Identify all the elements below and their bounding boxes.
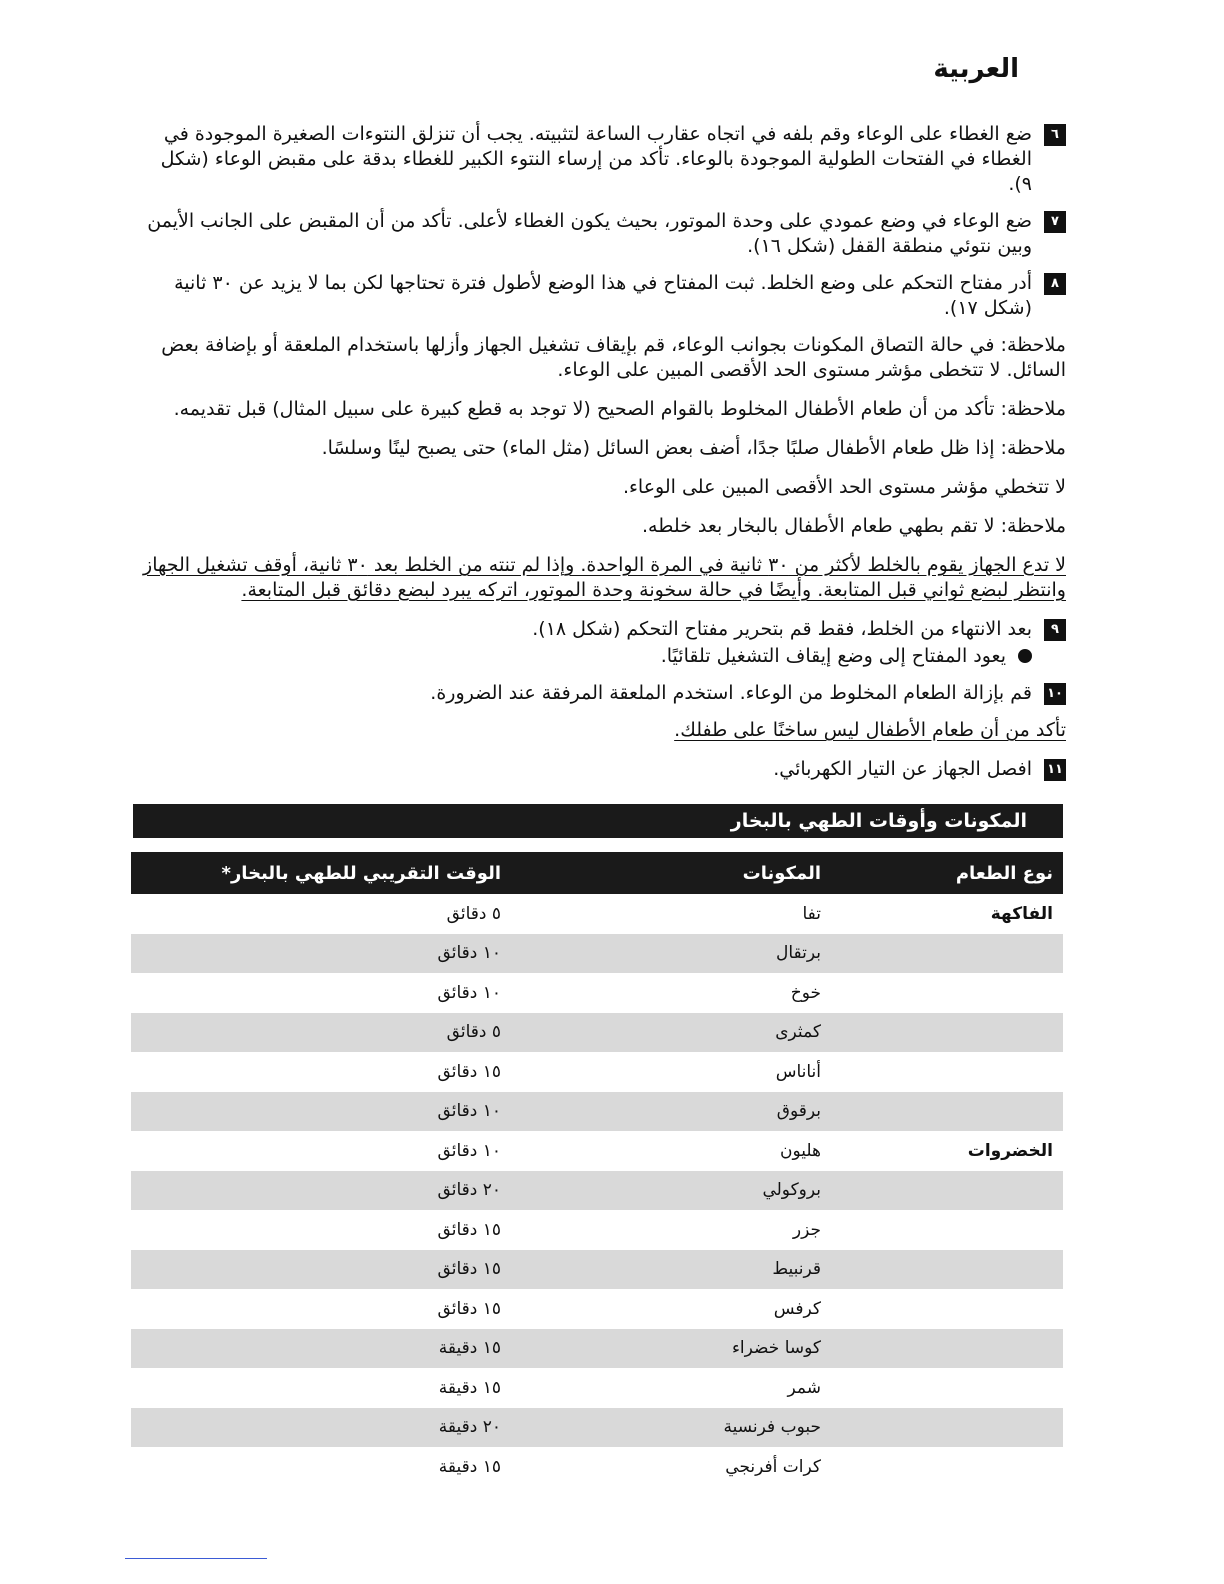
table-row [131,934,1063,974]
table-row [131,1289,1063,1329]
cell-time: ٢٠ دقيقة [438,1417,501,1438]
cell-food-type: الخضروات [967,1140,1053,1161]
step-number: ٩ [1044,619,1066,641]
table-row [131,1092,1063,1132]
cell-ingredient: بروكولي [762,1180,821,1201]
step-7 [134,209,1066,259]
bullet-text: يعود المفتاح إلى وضع إيقاف التشغيل تلقائيًا. [660,645,1006,667]
cell-time: ١٥ دقيقة [438,1338,501,1359]
cell-ingredient: خوخ [790,982,821,1003]
cell-time: ١٠ دقائق [437,1140,501,1161]
step-8 [134,271,1066,321]
note: ملاحظة: تأكد من أن طعام الأطفال المخلوط بالقوام الصحيح (لا توجد به قطع كبيرة على سبيل المثال) قبل تقديمه. [173,398,1066,420]
cell-ingredient: كرات أفرنجي [725,1456,821,1477]
page-language-header: العربية [933,54,1019,84]
step-number: ٧ [1044,211,1066,233]
table-row [131,1408,1063,1448]
cell-ingredient: أناناس [775,1061,821,1082]
step-text: أدر مفتاح التحكم على وضع الخلط. ثبت المفتاح في هذا الوضع لأطول فترة تحتاجها لكن بما لا يزيد عن ٣٠ ثانية (شكل ١٧). [174,272,1032,319]
step-number: ١١ [1044,759,1066,781]
bullet-icon [1018,649,1032,663]
caution: لا تتخطي مؤشر مستوى الحد الأقصى المبين على الوعاء. [622,476,1066,498]
note: ملاحظة: لا تقم بطهي طعام الأطفال بالبخار بعد خلطه. [642,515,1066,537]
step-text: ضع الغطاء على الوعاء وقم بلفه في اتجاه عقارب الساعة لتثبيته. يجب أن تنزلق النتوءات الصغيرة الموجودة في الغطاء في الفتحات الطولية الموجودة بالوعاء. تأكد من إرساء النتوء الكبير للغطاء بدقة على مقبض الوعاء (شكل ٩). [160,123,1032,195]
cell-ingredient: تفا [802,903,821,924]
footer-rule [125,1558,267,1559]
step-10 [134,681,1066,706]
step-number: ٦ [1044,124,1066,146]
cell-time: ١٥ دقائق [437,1259,501,1280]
cell-ingredient: كرفس [773,1298,821,1319]
cell-ingredient: جزر [792,1219,821,1240]
step-text: افصل الجهاز عن التيار الكهربائي. [773,758,1032,780]
cell-time: ١٠ دقائق [437,943,501,964]
step-text: بعد الانتهاء من الخلط، فقط قم بتحرير مفتاح التحكم (شكل ١٨). [532,618,1032,640]
steaming-times-table [131,852,1063,1487]
cell-time: ١٥ دقيقة [438,1456,501,1477]
cell-time: ٢٠ دقائق [437,1180,501,1201]
cell-time: ١٠ دقائق [437,1101,501,1122]
cell-time: ١٥ دقائق [437,1219,501,1240]
cell-time: ١٠ دقائق [437,982,501,1003]
table-row [131,973,1063,1013]
cell-ingredient: هليون [780,1140,821,1161]
cell-ingredient: برتقال [776,943,821,964]
warning-food-temperature: تأكد من أن طعام الأطفال ليس ساخنًا على طفلك. [674,719,1066,741]
cell-ingredient: كوسا خضراء [731,1338,821,1359]
cell-ingredient: شمر [787,1377,821,1398]
table-row [131,1250,1063,1290]
cell-ingredient: حبوب فرنسية [723,1417,821,1438]
table-body [131,894,1063,1487]
step-text: ضع الوعاء في وضع عمودي على وحدة الموتور، بحيث يكون الغطاء لأعلى. تأكد من أن المقبض على الجانب الأيمن وبين نتوئي منطقة القفل (شكل ١٦). [147,210,1032,257]
table-row [131,1447,1063,1487]
cell-time: ١٥ دقيقة [438,1377,501,1398]
cell-ingredient: قرنبيط [772,1259,821,1280]
table-header [131,852,1063,894]
header-time: الوقت التقريبي للطهي بالبخار* [221,862,501,884]
cell-ingredient: برقوق [776,1101,821,1122]
bullet-item [134,644,1032,669]
header-food-type: نوع الطعام [955,862,1053,884]
cell-time: ١٥ دقائق [437,1061,501,1082]
cell-food-type: الفاكهة [990,903,1053,924]
instructions [134,122,1066,794]
cell-time: ١٥ دقائق [437,1298,501,1319]
step-number: ١٠ [1044,683,1066,705]
step-11 [134,757,1066,782]
table-row [131,1210,1063,1250]
step-number: ٨ [1044,273,1066,295]
step-9 [134,617,1066,669]
table-row [131,894,1063,934]
cell-time: ٥ دقائق [446,903,501,924]
step-text: قم بإزالة الطعام المخلوط من الوعاء. استخدم الملعقة المرفقة عند الضرورة. [430,682,1032,704]
table-row [131,1368,1063,1408]
table-row [131,1131,1063,1171]
cell-ingredient: كمثرى [775,1022,821,1043]
header-ingredients: المكونات [742,862,821,884]
cell-time: ٥ دقائق [446,1022,501,1043]
table-row [131,1171,1063,1211]
note: ملاحظة: في حالة التصاق المكونات بجوانب الوعاء، قم بإيقاف تشغيل الجهاز وأزلها باستخدام الملعقة أو بإضافة بعض السائل. لا تتخطى مؤشر مستوى الحد الأقصى المبين على الوعاء. [161,334,1066,381]
section-title: المكونات وأوقات الطهي بالبخار [133,804,1063,838]
warning-blend-time: لا تدع الجهاز يقوم بالخلط لأكثر من ٣٠ ثانية في المرة الواحدة. وإذا لم تنته من الخلط بعد ٣٠ ثانية، أوقف تشغيل الجهاز وانتظر لبضع ثواني قبل المتابعة. وأيضًا في حالة سخونة وحدة الموتور، اتركه يبرد لبضع دقائق قبل المتابعة. [143,554,1066,601]
step-6 [134,122,1066,197]
table-row [131,1052,1063,1092]
table-row [131,1329,1063,1369]
table-row [131,1013,1063,1053]
note: ملاحظة: إذا ظل طعام الأطفال صلبًا جدًا، أضف بعض السائل (مثل الماء) حتى يصبح لينًا وسلسًا. [321,437,1066,459]
